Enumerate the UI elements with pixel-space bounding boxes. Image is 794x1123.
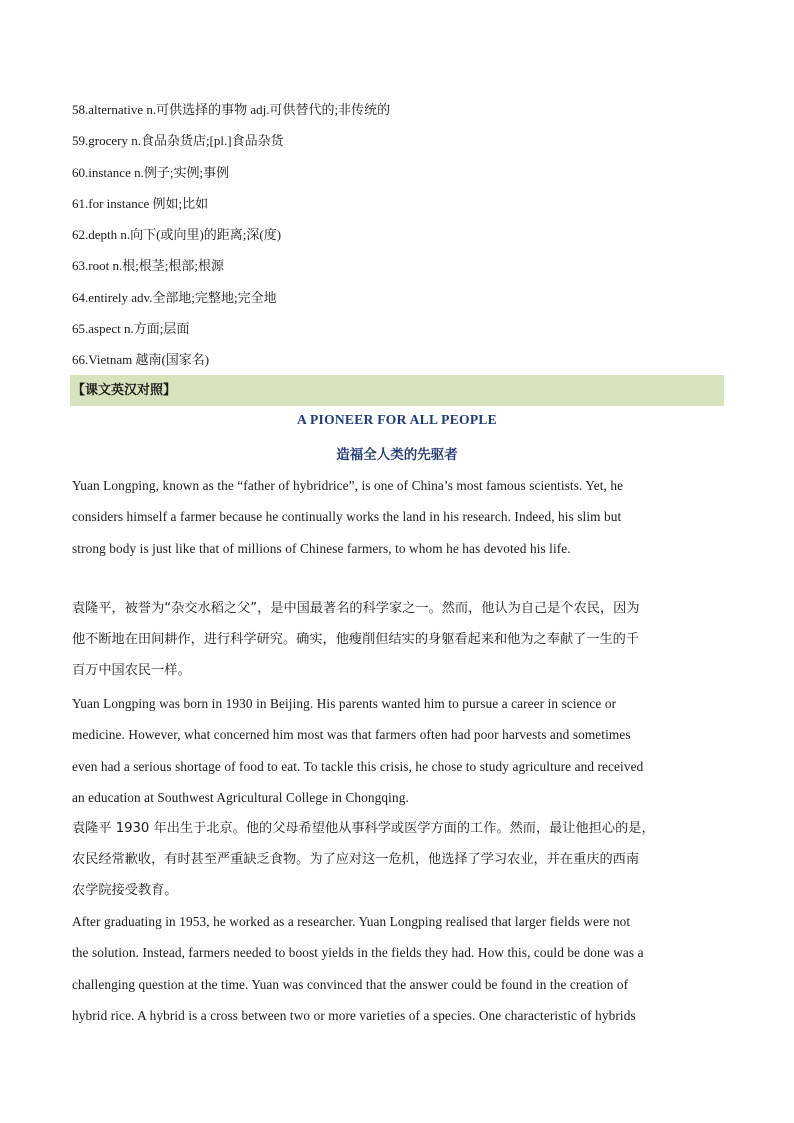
vocab-item: 59.grocery n.食品杂货店;[pl.]食品杂货 xyxy=(72,133,284,149)
text-line: strong body is just like that of millions of Chinese farmers, to whom he has devoted his life. xyxy=(72,540,571,556)
vocab-item: 61.for instance 例如;比如 xyxy=(72,195,209,211)
section-header: 【课文英汉对照】 xyxy=(70,375,724,406)
text-line: 农学院接受教育。 xyxy=(72,883,178,898)
text-line: hybrid rice. A hybrid is a cross between two or more varieties of a species. One characteristic of hybrids xyxy=(72,1007,636,1023)
text-line: 百万中国农民一样。 xyxy=(72,663,191,678)
text-line: considers himself a farmer because he continually works the land in his research. Indeed, his slim but xyxy=(72,509,622,525)
text-line: even had a serious shortage of food to eat. To tackle this crisis, he chose to study agriculture and received xyxy=(72,758,644,774)
paragraph-2-english xyxy=(72,688,724,813)
vocab-item: 60.instance n.例子;实例;事例 xyxy=(72,164,230,180)
text-line: Yuan Longping, known as the “father of hybridrice”, is one of China’s most famous scientists. Yet, he xyxy=(72,478,624,493)
text-line: After graduating in 1953, he worked as a researcher. Yuan Longping realised that larger fields were not xyxy=(72,914,631,929)
text-line: an education at Southwest Agricultural College in Chongqing. xyxy=(72,789,409,805)
text-line: 他不断地在田间耕作，进行科学研究。确实，他瘦削但结实的身躯看起来和他为之奉献了一生的千 xyxy=(72,632,640,647)
vocab-item: 58.alternative n.可供选择的事物 adj.可供替代的;非传统的 xyxy=(72,102,391,117)
article-title-english: A PIONEER FOR ALL PEOPLE xyxy=(297,412,497,427)
article-title-chinese: 造福全人类的先驱者 xyxy=(336,447,458,463)
text-line: the solution. Instead, farmers needed to boost yields in the fields they had. How this, could be done was a xyxy=(72,945,644,961)
text-line: challenging question at the time. Yuan was convinced that the answer could be found in the creation of xyxy=(72,976,629,992)
vocab-item: 62.depth n.向下(或向里)的距离;深(度) xyxy=(72,227,282,243)
text-line: Yuan Longping was born in 1930 in Beijing. His parents wanted him to pursue a career in science or xyxy=(72,696,617,711)
text-line: medicine. However, what concerned him most was that farmers often had poor harvests and sometimes xyxy=(72,727,631,743)
vocab-item: 63.root n.根;根茎;根部;根源 xyxy=(72,258,225,274)
paragraph-3-english xyxy=(72,906,724,1031)
paragraph-1-chinese xyxy=(72,593,724,686)
vocab-item: 65.aspect n.方面;层面 xyxy=(72,321,190,337)
text-line: 袁隆平 1930 年出生于北京。他的父母希望他从事科学或医学方面的工作。然而，最让他担心的是， xyxy=(72,821,655,836)
vocab-item: 64.entirely adv.全部地;完整地;完全地 xyxy=(72,289,277,305)
paragraph-2-chinese xyxy=(72,813,724,906)
vocab-item: 66.Vietnam 越南(国家名) xyxy=(72,352,210,368)
text-line: 袁隆平，被誉为“杂交水稻之父”，是中国最著名的科学家之一。然而，他认为自己是个农民，因为 xyxy=(72,601,640,616)
paragraph-1-english xyxy=(72,470,724,564)
vocabulary-list xyxy=(72,100,732,382)
text-line: 农民经常歉收，有时甚至严重缺乏食物。为了应对这一危机，他选择了学习农业，并在重庆的西南 xyxy=(72,852,640,867)
